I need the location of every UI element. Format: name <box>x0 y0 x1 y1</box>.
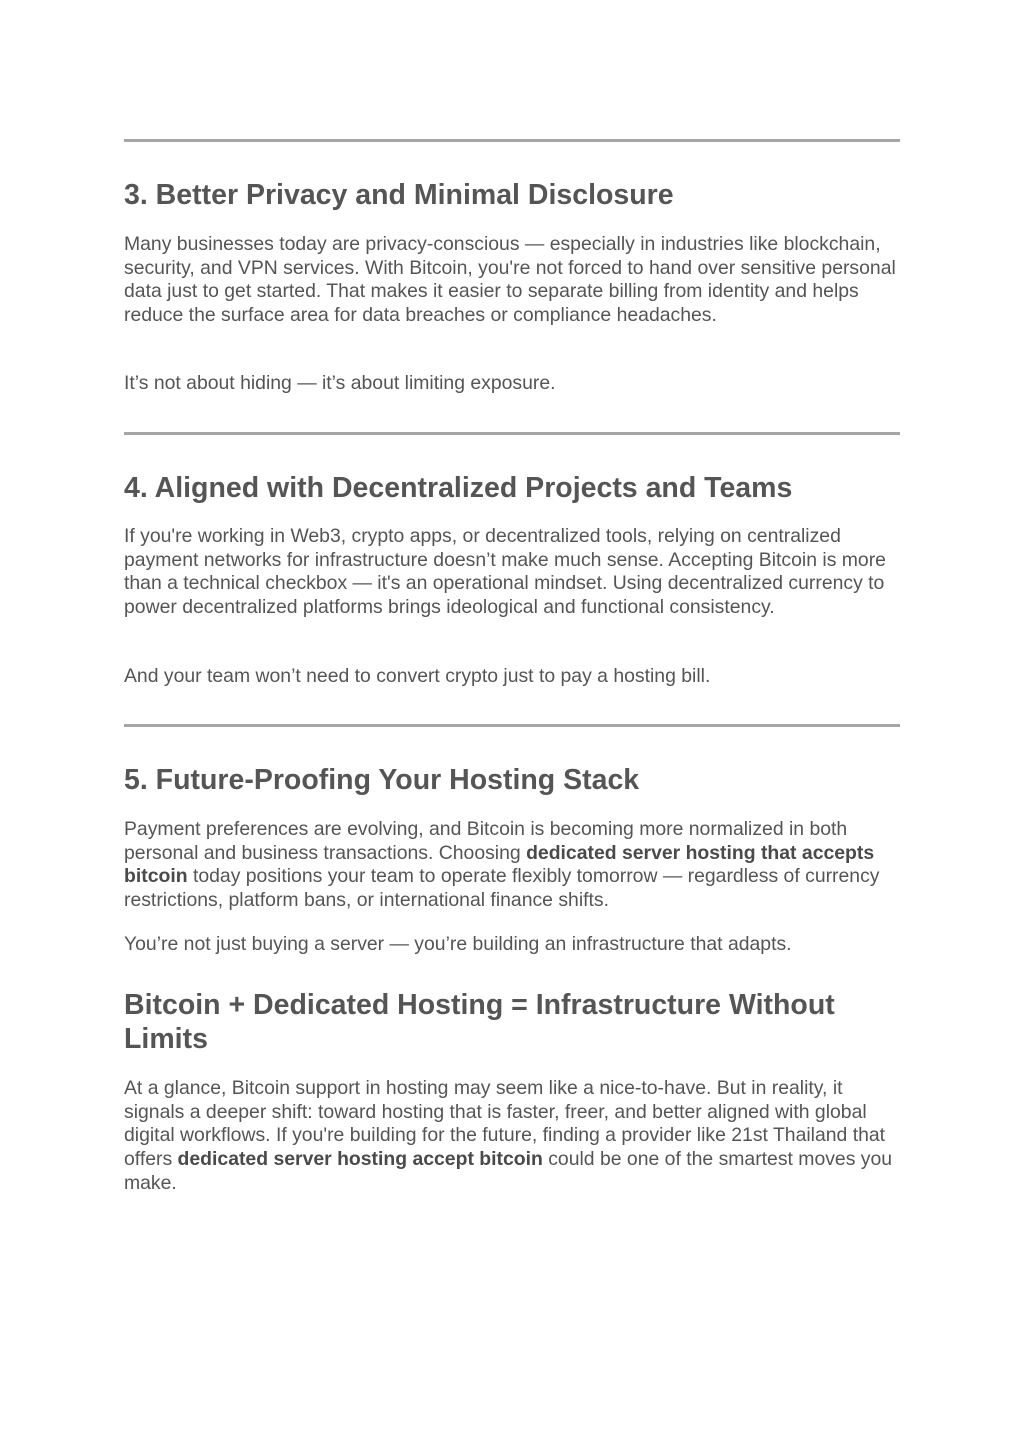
section-paragraph: You’re not just buying a server — you’re building an infrastructure that adapts. <box>124 933 792 955</box>
section-heading: 5. Future-Proofing Your Hosting Stack <box>124 764 640 796</box>
keyword-phrase: dedicated server hosting accept bitcoin <box>177 1148 543 1171</box>
paragraph-text: could be one of the smartest moves you make. <box>124 1148 893 1194</box>
section-paragraph <box>124 818 900 913</box>
section-divider <box>124 139 900 142</box>
section-paragraph: It’s not about hiding — it’s about limiting exposure. <box>124 372 556 394</box>
keyword-phrase: dedicated server hosting that accepts bitcoin <box>124 841 875 888</box>
paragraph-text: At a glance, Bitcoin support in hosting may seem like a nice-to-have. But in reality, it signals a deeper shift: toward hosting that is faster, freer, and better aligned with global digital workflows. If you're building for the future, finding a provider like 21st Thailand that offers <box>124 1077 886 1171</box>
section-heading: 4. Aligned with Decentralized Projects and Teams <box>124 472 793 504</box>
section-heading: 3. Better Privacy and Minimal Disclosure <box>124 179 674 211</box>
section-paragraph: And your team won’t need to convert crypto just to pay a hosting bill. <box>124 665 711 687</box>
section-divider <box>124 432 900 435</box>
paragraph-text: Payment preferences are evolving, and Bitcoin is becoming more normalized in both personal and business transactions. Choosing <box>124 818 848 864</box>
conclusion-heading: Bitcoin + Dedicated Hosting = Infrastructure Without Limits <box>124 989 835 1055</box>
section-paragraph: If you're working in Web3, crypto apps, or decentralized tools, relying on centralized payment networks for infrastructure doesn’t make much sense. Accepting Bitcoin is more than a technical checkbox — it's an operational mindset. Using decentralized currency to power decentralized platforms brings ideological and functional consistency. <box>124 525 886 619</box>
paragraph-text: today positions your team to operate flexibly tomorrow — regardless of currency restrictions, platform bans, or international finance shifts. <box>124 865 880 912</box>
section-paragraph <box>124 1077 900 1196</box>
section-divider <box>124 724 900 727</box>
section-paragraph: Many businesses today are privacy-conscious — especially in industries like blockchain, security, and VPN services. With Bitcoin, you're not forced to hand over sensitive personal data just to get started. That makes it easier to separate billing from identity and helps reduce the surface area for data breaches or compliance headaches. <box>124 233 896 327</box>
